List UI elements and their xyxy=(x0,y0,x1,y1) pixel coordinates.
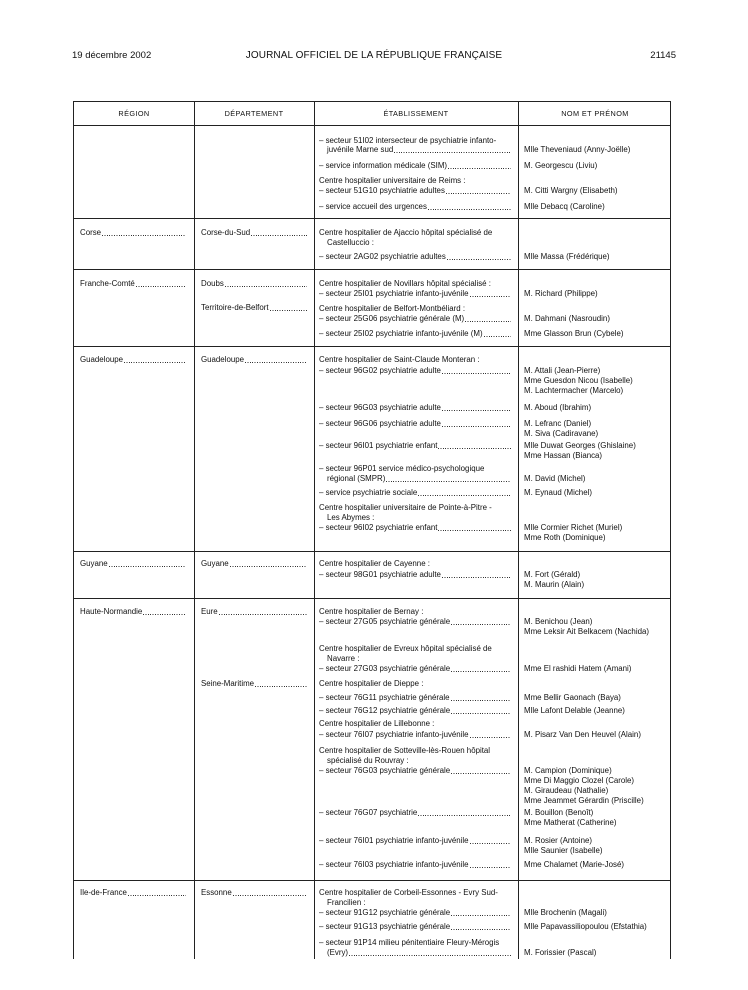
etablissement-line: – secteur 76G03 psychiatrie générale xyxy=(319,766,451,775)
person-name: M. Giraudeau (Nathalie) xyxy=(524,786,609,795)
leader-dots xyxy=(442,577,511,578)
leader-dots xyxy=(448,168,511,169)
departement-label: Corse-du-Sud xyxy=(201,228,251,237)
leader-dots xyxy=(230,566,307,567)
etablissement-line: Centre hospitalier de Novillars hôpital spécialisé : xyxy=(319,279,491,288)
region-label: Ile-de-France xyxy=(80,888,127,897)
etablissement-line: – secteur 27G03 psychiatrie générale xyxy=(319,664,451,673)
column-header-nom: NOM ET PRÉNOM xyxy=(561,109,629,118)
person-name: M. Eynaud (Michel) xyxy=(524,488,592,497)
etablissement-line: – secteur 96I01 psychiatrie enfant xyxy=(319,441,438,450)
region-label: Guadeloupe xyxy=(80,355,123,364)
person-name: Mme Guesdon Nicou (Isabelle) xyxy=(524,376,633,385)
page-number: 21145 xyxy=(650,50,676,61)
section-divider xyxy=(74,218,670,219)
etablissement-line: (Evry) xyxy=(327,948,349,957)
person-name: Mme Hassan (Bianca) xyxy=(524,451,603,460)
leader-dots xyxy=(245,362,307,363)
leader-dots xyxy=(465,321,511,322)
person-name: Mlle Saunier (Isabelle) xyxy=(524,846,603,855)
etablissement-line: – secteur 96G02 psychiatrie adulte xyxy=(319,366,441,375)
etablissement-line: Castelluccio : xyxy=(327,238,374,247)
etablissement-line: – secteur 25I02 psychiatrie infanto-juvénile (M) xyxy=(319,329,483,338)
leader-dots xyxy=(438,448,511,449)
etablissement-line: Centre hospitalier de Evreux hôpital spécialisé de xyxy=(319,644,492,653)
person-name: Mlle Duwat Georges (Ghislaine) xyxy=(524,441,636,450)
departement-label: Guyane xyxy=(201,559,229,568)
person-name: Mme Jeammet Gérardin (Priscille) xyxy=(524,796,644,805)
section-divider xyxy=(74,269,670,270)
column-header-region: RÉGION xyxy=(118,109,150,118)
section-divider xyxy=(74,880,670,881)
leader-dots xyxy=(418,495,511,496)
leader-dots xyxy=(128,895,186,896)
appointments-table xyxy=(73,101,671,959)
leader-dots xyxy=(386,481,511,482)
etablissement-line: Centre hospitalier universitaire de Pointe-à-Pitre - xyxy=(319,503,492,512)
leader-dots xyxy=(470,867,511,868)
etablissement-line: – secteur 96G06 psychiatrie adulte xyxy=(319,419,441,428)
leader-dots xyxy=(451,713,511,714)
leader-dots xyxy=(418,815,511,816)
leader-dots xyxy=(394,152,511,153)
region-label: Haute-Normandie xyxy=(80,607,143,616)
leader-dots xyxy=(470,843,511,844)
etablissement-line: Les Abymes : xyxy=(327,513,375,522)
column-divider xyxy=(518,102,519,959)
journal-title: JOURNAL OFFICIEL DE LA RÉPUBLIQUE FRANÇAISE xyxy=(245,50,503,61)
section-divider xyxy=(74,551,670,552)
etablissement-line: Centre hospitalier de Saint-Claude Monteran : xyxy=(319,355,480,364)
etablissement-line: Francilien : xyxy=(327,898,366,907)
leader-dots xyxy=(102,235,186,236)
region-label: Guyane xyxy=(80,559,108,568)
region-label: Franche-Comté xyxy=(80,279,135,288)
etablissement-line: – secteur 2AG02 psychiatrie adultes xyxy=(319,252,446,261)
section-divider xyxy=(74,598,670,599)
etablissement-line: – secteur 76G07 psychiatrie xyxy=(319,808,418,817)
leader-dots xyxy=(225,286,307,287)
person-name: M. Georgescu (Liviu) xyxy=(524,161,598,170)
person-name: Mlle Theveniaud (Anny-Joëlle) xyxy=(524,145,631,154)
etablissement-line: juvénile Marne sud xyxy=(327,145,394,154)
person-name: M. Siva (Cadiravane) xyxy=(524,429,599,438)
column-header-departement: DÉPARTEMENT xyxy=(224,109,284,118)
column-header-etablissement: ÉTABLISSEMENT xyxy=(383,109,449,118)
etablissement-line: Centre hospitalier de Bernay : xyxy=(319,607,424,616)
etablissement-line: – secteur 51I02 intersecteur de psychiatrie infanto- xyxy=(319,136,497,145)
leader-dots xyxy=(484,336,511,337)
person-name: Mlle Debacq (Caroline) xyxy=(524,202,605,211)
etablissement-line: régional (SMPR) xyxy=(327,474,386,483)
leader-dots xyxy=(270,310,307,311)
person-name: Mme Bellir Gaonach (Baya) xyxy=(524,693,621,702)
departement-label: Essonne xyxy=(201,888,232,897)
leader-dots xyxy=(349,955,511,956)
departement-label: Guadeloupe xyxy=(201,355,244,364)
person-name: M. Pisarz Van Den Heuvel (Alain) xyxy=(524,730,641,739)
etablissement-line: – secteur 91G12 psychiatrie générale xyxy=(319,908,451,917)
etablissement-line: – service accueil des urgences xyxy=(319,202,427,211)
etablissement-line: – service psychiatrie sociale xyxy=(319,488,418,497)
person-name: M. Maurin (Alain) xyxy=(524,580,585,589)
etablissement-line: – secteur 91P14 milieu pénitentiaire Fleury-Mérogis xyxy=(319,938,500,947)
person-name: Mme Leksir Ait Belkacem (Nachida) xyxy=(524,627,649,636)
etablissement-line: Navarre : xyxy=(327,654,360,663)
person-name: Mme Matherat (Catherine) xyxy=(524,818,617,827)
etablissement-line: – secteur 25G06 psychiatrie générale (M) xyxy=(319,314,465,323)
person-name: M. Dahmani (Nasroudin) xyxy=(524,314,610,323)
leader-dots xyxy=(451,671,511,672)
etablissement-line: – secteur 96I02 psychiatrie enfant xyxy=(319,523,438,532)
leader-dots xyxy=(136,286,186,287)
departement-label: Seine-Maritime xyxy=(201,679,255,688)
person-name: Mme Di Maggio Clozel (Carole) xyxy=(524,776,635,785)
leader-dots xyxy=(438,530,511,531)
leader-dots xyxy=(451,915,511,916)
person-name: M. Campion (Dominique) xyxy=(524,766,612,775)
leader-dots xyxy=(446,193,511,194)
person-name: M. Attali (Jean-Pierre) xyxy=(524,366,601,375)
etablissement-line: Centre hospitalier de Dieppe : xyxy=(319,679,424,688)
person-name: Mme El rashidi Hatem (Amani) xyxy=(524,664,632,673)
person-name: M. Aboud (Ibrahim) xyxy=(524,403,592,412)
etablissement-line: – secteur 98G01 psychiatrie adulte xyxy=(319,570,441,579)
header-rule xyxy=(74,125,670,126)
etablissement-line: Centre hospitalier de Belfort-Montbéliard : xyxy=(319,304,466,313)
leader-dots xyxy=(255,686,307,687)
etablissement-line: Centre hospitalier universitaire de Reims : xyxy=(319,176,466,185)
etablissement-line: – secteur 96G03 psychiatrie adulte xyxy=(319,403,441,412)
person-name: Mlle Massa (Frédérique) xyxy=(524,252,610,261)
person-name: Mme Chalamet (Marie-José) xyxy=(524,860,624,869)
leader-dots xyxy=(451,773,511,774)
etablissement-line: – service information médicale (SIM) xyxy=(319,161,448,170)
leader-dots xyxy=(219,614,307,615)
person-name: M. Benichou (Jean) xyxy=(524,617,593,626)
leader-dots xyxy=(470,737,511,738)
leader-dots xyxy=(251,235,307,236)
region-label: Corse xyxy=(80,228,102,237)
etablissement-line: – secteur 76I03 psychiatrie infanto-juvénile xyxy=(319,860,469,869)
etablissement-line: – secteur 76I07 psychiatrie infanto-juvénile xyxy=(319,730,469,739)
column-divider xyxy=(194,102,195,959)
person-name: Mlle Lafont Delable (Jeanne) xyxy=(524,706,625,715)
column-divider xyxy=(314,102,315,959)
person-name: Mlle Cormier Richet (Muriel) xyxy=(524,523,623,532)
etablissement-line: – secteur 76G11 psychiatrie générale xyxy=(319,693,450,702)
person-name: M. Lachtermacher (Marcelo) xyxy=(524,386,624,395)
etablissement-line: – secteur 27G05 psychiatrie générale xyxy=(319,617,451,626)
leader-dots xyxy=(451,929,511,930)
etablissement-line: Centre hospitalier de Corbeil-Essonnes - Evry Sud- xyxy=(319,888,498,897)
leader-dots xyxy=(442,426,511,427)
etablissement-line: spécialisé du Rouvray : xyxy=(327,756,409,765)
departement-label: Doubs xyxy=(201,279,224,288)
person-name: M. Forissier (Pascal) xyxy=(524,948,597,957)
person-name: M. Bouillon (Benoît) xyxy=(524,808,594,817)
etablissement-line: Centre hospitalier de Ajaccio hôpital spécialisé de xyxy=(319,228,493,237)
person-name: M. Citti Wargny (Elisabeth) xyxy=(524,186,618,195)
departement-label: Territoire-de-Belfort xyxy=(201,303,269,312)
leader-dots xyxy=(124,362,186,363)
leader-dots xyxy=(428,209,511,210)
page-date: 19 décembre 2002 xyxy=(72,50,152,61)
etablissement-line: Centre hospitalier de Cayenne : xyxy=(319,559,430,568)
leader-dots xyxy=(233,895,307,896)
person-name: Mlle Papavassiliopoulou (Efstathia) xyxy=(524,922,647,931)
person-name: M. Lefranc (Daniel) xyxy=(524,419,592,428)
person-name: M. Richard (Philippe) xyxy=(524,289,598,298)
section-divider xyxy=(74,346,670,347)
etablissement-line: – secteur 76I01 psychiatrie infanto-juvénile xyxy=(319,836,469,845)
person-name: M. David (Michel) xyxy=(524,474,586,483)
etablissement-line: – secteur 91G13 psychiatrie générale xyxy=(319,922,451,931)
leader-dots xyxy=(442,373,511,374)
etablissement-line: Centre hospitalier de Sotteville-lès-Rouen hôpital xyxy=(319,746,491,755)
leader-dots xyxy=(143,614,186,615)
etablissement-line: – secteur 76G12 psychiatrie générale xyxy=(319,706,451,715)
leader-dots xyxy=(442,410,511,411)
etablissement-line: – secteur 25I01 psychiatrie infanto-juvénile xyxy=(319,289,469,298)
person-name: Mlle Brochenin (Magali) xyxy=(524,908,607,917)
etablissement-line: – secteur 96P01 service médico-psychologique xyxy=(319,464,485,473)
person-name: Mme Roth (Dominique) xyxy=(524,533,606,542)
person-name: M. Rosier (Antoine) xyxy=(524,836,592,845)
leader-dots xyxy=(447,259,511,260)
departement-label: Eure xyxy=(201,607,218,616)
etablissement-line: – secteur 51G10 psychiatrie adultes xyxy=(319,186,445,195)
leader-dots xyxy=(109,566,186,567)
leader-dots xyxy=(451,624,511,625)
leader-dots xyxy=(470,296,511,297)
etablissement-line: Centre hospitalier de Lillebonne : xyxy=(319,719,435,728)
person-name: M. Fort (Gérald) xyxy=(524,570,581,579)
person-name: Mme Glasson Brun (Cybele) xyxy=(524,329,624,338)
leader-dots xyxy=(451,700,511,701)
